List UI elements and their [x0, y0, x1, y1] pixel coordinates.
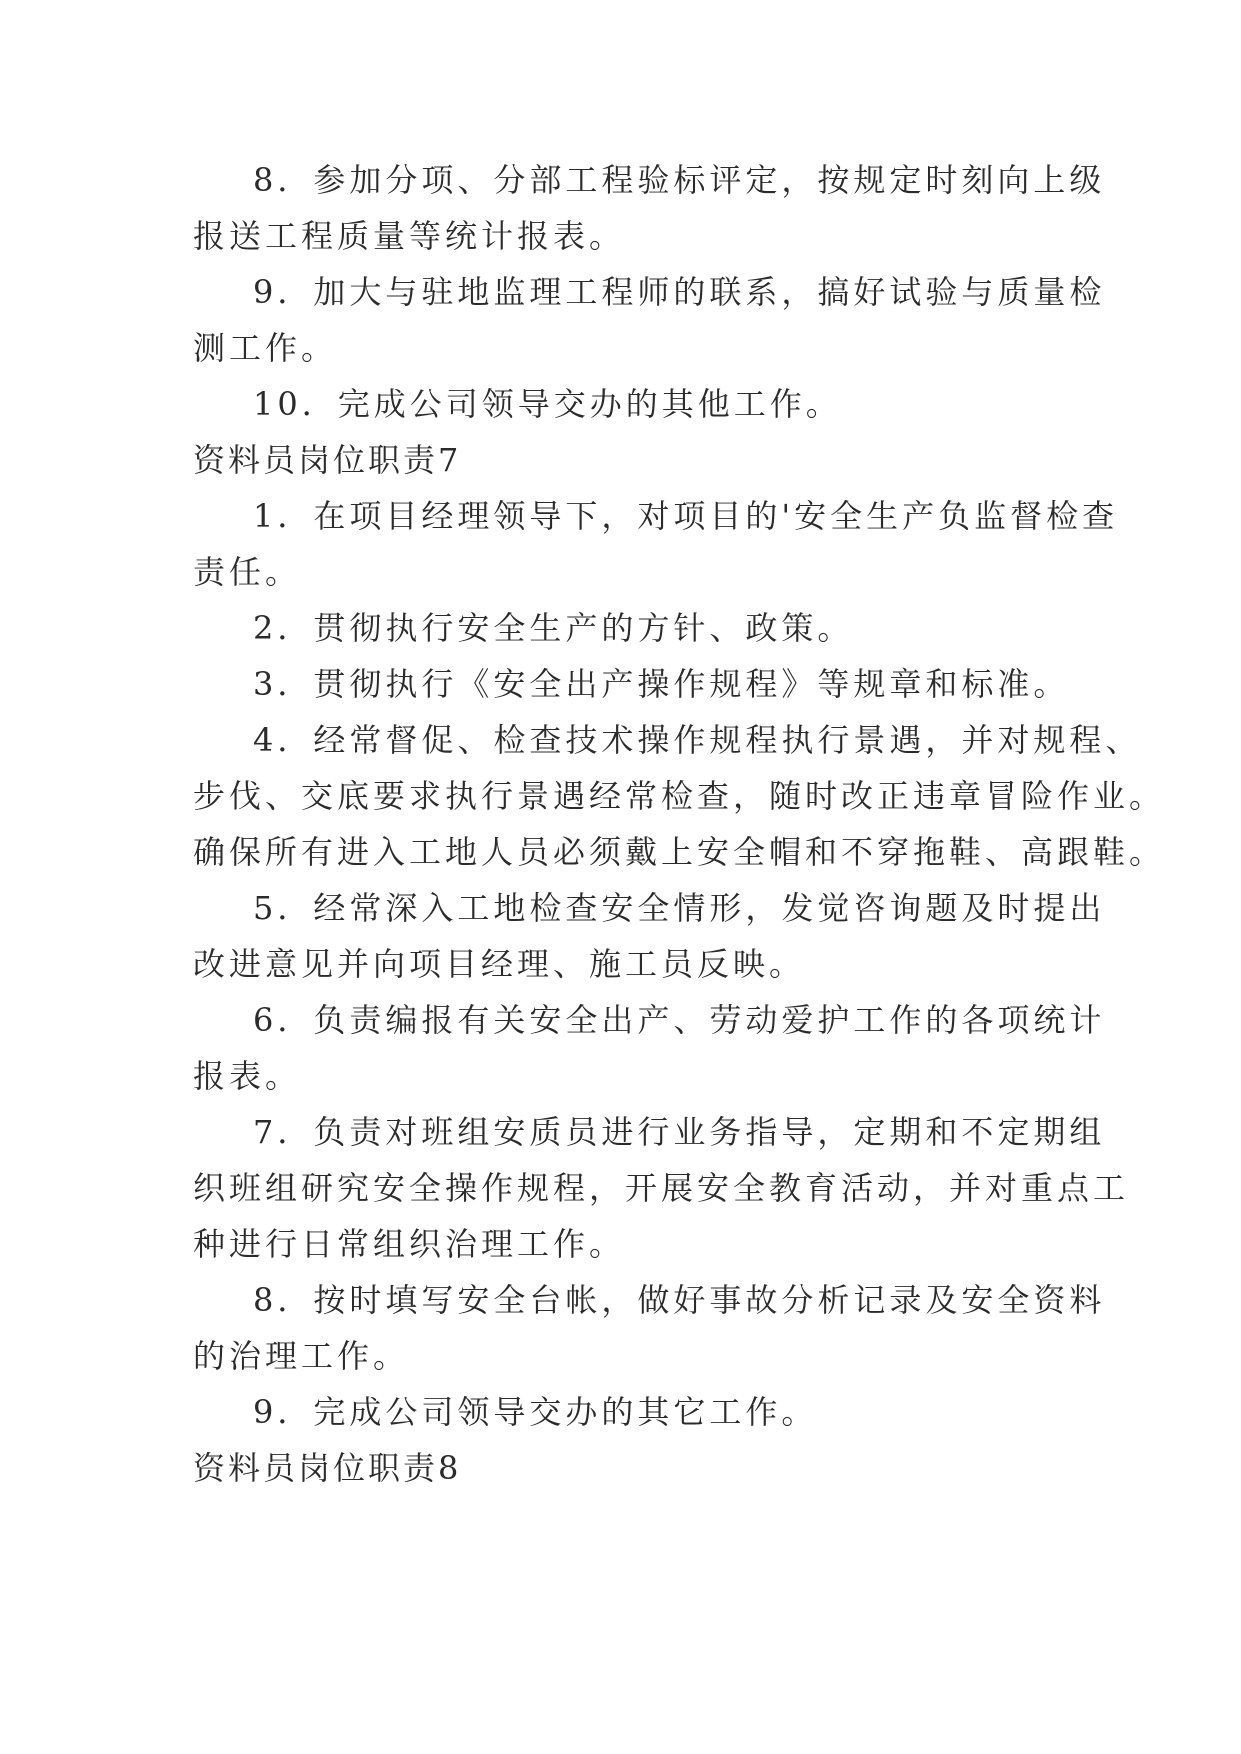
paragraph-line: 8．按时填写安全台帐，做好事故分析记录及安全资料: [253, 1281, 1106, 1319]
paragraph-line: 9．完成公司领导交办的其它工作。: [253, 1393, 818, 1431]
paragraph-line: 1．在项目经理领导下，对项目的'安全生产负监督检查: [253, 497, 1119, 535]
paragraph-line: 种进行日常组织治理工作。: [193, 1225, 626, 1263]
paragraph-line: 2．贯彻执行安全生产的方针、政策。: [253, 609, 854, 647]
paragraph-line: 4．经常督促、检查技术操作规程执行景遇，并对规程、: [253, 721, 1142, 759]
section-heading: 资料员岗位职责8: [193, 1449, 462, 1487]
paragraph-line: 8．参加分项、分部工程验标评定，按规定时刻向上级: [253, 161, 1106, 199]
paragraph-line: 改进意见并向项目经理、施工员反映。: [193, 945, 806, 983]
paragraph-line: 10．完成公司领导交办的其他工作。: [253, 385, 842, 423]
paragraph-line: 5．经常深入工地检查安全情形，发觉咨询题及时提出: [253, 889, 1106, 927]
section-heading: 资料员岗位职责7: [193, 441, 462, 479]
paragraph-line: 6．负责编报有关安全出产、劳动爱护工作的各项统计: [253, 1001, 1106, 1039]
paragraph-line: 报表。: [193, 1057, 302, 1095]
paragraph-line: 3．贯彻执行《安全出产操作规程》等规章和标准。: [253, 665, 1070, 703]
paragraph-line: 确保所有进入工地人员必须戴上安全帽和不穿拖鞋、高跟鞋。: [193, 833, 1166, 871]
paragraph-line: 7．负责对班组安质员进行业务指导，定期和不定期组: [253, 1113, 1106, 1151]
paragraph-line: 测工作。: [193, 329, 338, 367]
paragraph-line: 9．加大与驻地监理工程师的联系，搞好试验与质量检: [253, 273, 1106, 311]
paragraph-line: 织班组研究安全操作规程，开展安全教育活动，并对重点工: [193, 1169, 1130, 1207]
paragraph-line: 步伐、交底要求执行景遇经常检查，随时改正违章冒险作业。: [193, 777, 1166, 815]
paragraph-line: 责任。: [193, 553, 302, 591]
paragraph-line: 的治理工作。: [193, 1337, 410, 1375]
paragraph-line: 报送工程质量等统计报表。: [193, 217, 626, 255]
